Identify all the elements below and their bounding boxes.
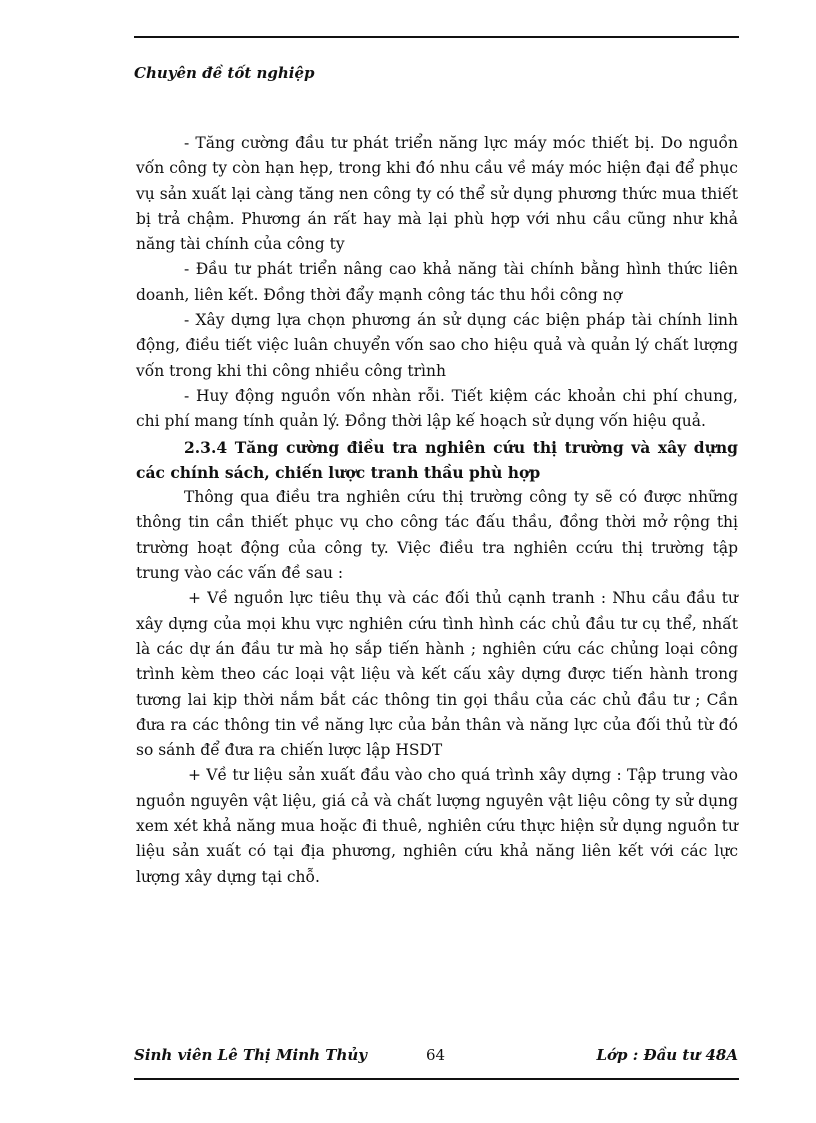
- footer-rule: [134, 1078, 739, 1080]
- paragraph-5: Thông qua điều tra nghiên cứu thị trường công ty sẽ có được những thông tin cần thiết phục vụ cho công tác đấu thầu, đồng thời mở rộng thị trường hoạt động của công ty. Việc điều tra nghiên ccứu thị trường tập trung vào các vấn đề sau :: [136, 488, 738, 583]
- paragraph-1: - Tăng cường đầu tư phát triển năng lực máy móc thiết bị. Do nguồn vốn công ty còn hạn hẹp, trong khi đó nhu cầu về máy móc hiện đại để phục vụ sản xuất lại càng tăng nen công ty có thể sử dụng phương thức mua thiết bị trả chậm. Phương án rất hay mà lại phù hợp với nhu cầu cũng như khả năng tài chính của công ty: [136, 134, 738, 254]
- paragraph-3: - Xây dựng lựa chọn phương án sử dụng các biện pháp tài chính linh động, điều tiết việc luân chuyển vốn sao cho hiệu quả và quản lý chất lượng vốn trong khi thi công nhiều công trình: [136, 311, 738, 380]
- paragraph-6: + Về nguồn lực tiêu thụ và các đối thủ cạnh tranh : Nhu cầu đầu tư xây dựng của mọi khu vực nghiên cứu tình hình các chủ đầu tư cụ thể, nhất là các dự án đầu tư mà họ sắp tiến hành ; nghiên cứu các chủng loại công trình kèm theo các loại vật liệu và kết cấu xây dựng được tiến hành trong tương lai kịp thời nắm bắt các thông tin gọi thầu của các chủ đầu tư ; Cần đưa ra các thông tin về năng lực của bản thân và năng lực của đối thủ từ đó so sánh để đưa ra chiến lược lập HSDT: [136, 589, 738, 760]
- paragraph-2: - Đầu tư phát triển nâng cao khả năng tài chính bằng hình thức liên doanh, liên kết. Đồng thời đẩy mạnh công tác thu hồi công nợ: [136, 260, 738, 304]
- paragraph-7: + Về tư liệu sản xuất đầu vào cho quá trình xây dựng : Tập trung vào nguồn nguyên vật liệu, giá cả và chất lượng nguyên vật liệu công ty sử dụng xem xét khả năng mua hoặc đi thuê, nghiên cứu thực hiện sử dụng nguồn tư liệu sản xuất có tại địa phương, nghiên cứu khả năng liên kết với các lực lượng xây dựng tại chỗ.: [136, 766, 738, 886]
- paragraph-4: - Huy động nguồn vốn nhàn rỗi. Tiết kiệm các khoản chi phí chung, chi phí mang tính quản lý. Đồng thời lập kế hoạch sử dụng vốn hiệu quả.: [136, 386, 738, 431]
- page-number: 64: [426, 1046, 446, 1064]
- page-header: Chuyên đề tốt nghiệp: [134, 64, 315, 82]
- footer-student: Sinh viên Lê Thị Minh Thủy: [134, 1046, 367, 1064]
- section-heading: 2.3.4 Tăng cường điều tra nghiên cứu thị trường và xây dựng các chính sách, chiến lược tranh thầu phù hợp: [136, 437, 738, 482]
- document-body: [136, 131, 738, 890]
- header-rule: [134, 36, 739, 38]
- footer-class: Lớp : Đầu tư 48A: [596, 1046, 738, 1064]
